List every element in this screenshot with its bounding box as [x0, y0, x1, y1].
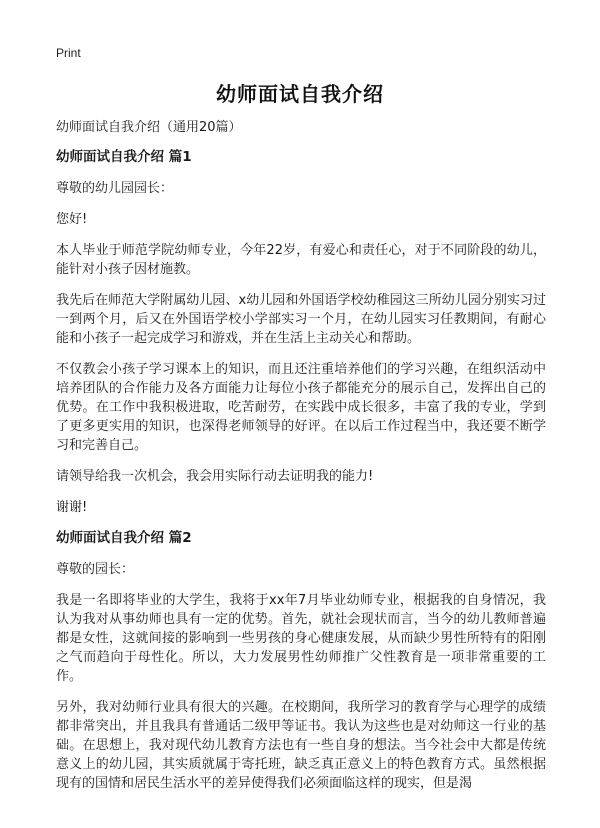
- paragraph: 本人毕业于师范学院幼师专业，今年22岁，有爱心和责任心，对于不同阶段的幼儿，能针对小孩子因材施教。: [56, 243, 546, 277]
- print-link[interactable]: Print: [56, 46, 81, 60]
- document-body: [56, 118, 546, 805]
- closing: 谢谢!: [56, 500, 88, 515]
- paragraph: 请领导给我一次机会，我会用实际行动去证明我的能力!: [56, 469, 374, 484]
- salutation: 尊敬的园长：: [56, 562, 135, 577]
- greeting: 您好!: [56, 212, 88, 227]
- section-heading: 幼师面试自我介绍 篇1: [56, 149, 192, 165]
- paragraph: 我是一名即将毕业的大学生，我将于xx年7月毕业幼师专业，根据我的自身情况，我认为我对从事幼师也具有一定的优势。首先，就社会现状而言，当今的幼儿教师普遍都是女性，这就间接的影响到一些男孩的身心健康发展，从而缺少男性所特有的阳刚之气而趋向于母性化。所以，大力发展男性幼师推广父性教育是一项非常重要的工作。: [56, 593, 546, 684]
- paragraph: 不仅教会小孩子学习课本上的知识，而且还注重培养他们的学习兴趣，在组织活动中培养团队的合作能力及各方面能力让每位小孩子都能充分的展示自己，发挥出自己的优势。在工作中我积极进取，吃苦耐劳，在实践中成长很多，丰富了我的专业，学到了更多更实用的知识，也深得老师领导的好评。在以后工作过程当中，我还要不断学习和完善自己。: [56, 362, 546, 453]
- document-subtitle: 幼师面试自我介绍（通用20篇）: [56, 120, 242, 135]
- salutation: 尊敬的幼儿园园长：: [56, 181, 174, 196]
- document-title: 幼师面试自我介绍: [216, 82, 384, 106]
- paragraph: 我先后在师范大学附属幼儿园、x幼儿园和外国语学校幼稚园这三所幼儿园分别实习过一到两个月，后又在外国语学校小学部实习一个月，在幼儿园实习任教期间，有耐心能和小孩子一起完成学习和游戏，并在生活上主动关心和帮助。: [56, 293, 546, 346]
- paragraph: 另外，我对幼师行业具有很大的兴趣。在校期间，我所学习的教育学与心理学的成绩都非常突出，并且我具有普通话二级甲等证书。我认为这些也是对幼师这一行业的基础。在思想上，我对现代幼儿教育方法也有一些自身的想法。当今社会中大都是传统意义上的幼儿园，其实质就属于寄托班，缺乏真正意义上的特色教育方式。虽然根据现有的国情和居民生活水平的差异使得我们必须面临这样的现实，但是渴: [56, 700, 546, 791]
- section-heading: 幼师面试自我介绍 篇2: [56, 530, 192, 546]
